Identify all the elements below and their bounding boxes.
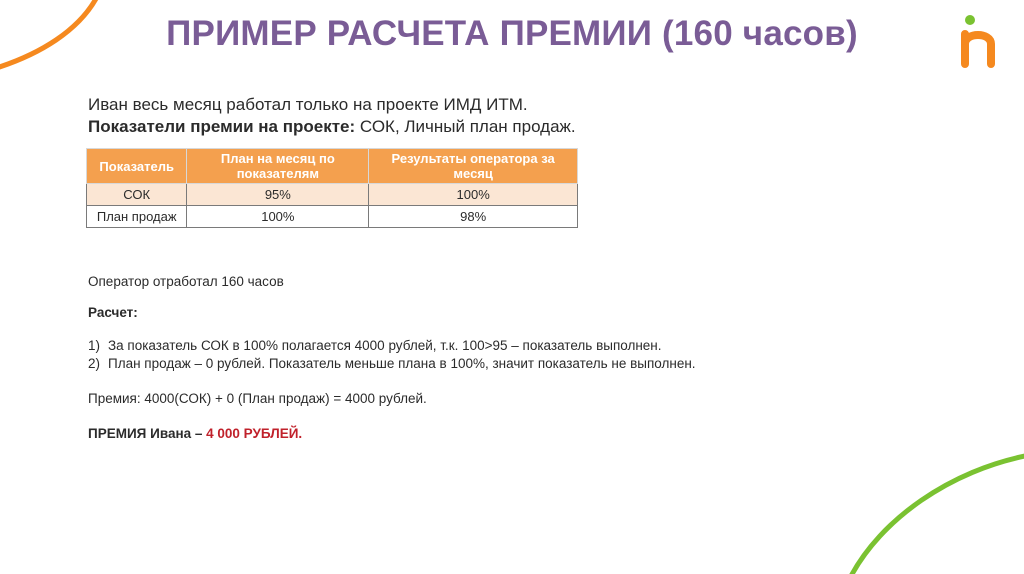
intro-text	[88, 94, 576, 138]
page-title: ПРИМЕР РАСЧЕТА ПРЕМИИ (160 часов)	[166, 14, 858, 53]
cell-result: 100%	[369, 184, 578, 206]
green-arc-decoration	[850, 455, 1024, 574]
calc-heading: Расчет:	[88, 305, 138, 320]
cell-plan: 100%	[187, 206, 369, 228]
formula-text: Премия: 4000(СОК) + 0 (План продаж) = 4000 рублей.	[88, 391, 427, 406]
cell-plan: 95%	[187, 184, 369, 206]
header-plan: План на месяц по показателям	[187, 149, 369, 184]
cell-result: 98%	[369, 206, 578, 228]
table-row	[87, 184, 578, 206]
kpi-table	[86, 148, 578, 228]
header-results: Результаты оператора за месяц	[369, 149, 578, 184]
result-value: 4 000 РУБЛЕЙ.	[206, 426, 303, 441]
cell-indicator: План продаж	[87, 206, 187, 228]
hours-text: Оператор отработал 160 часов	[88, 274, 284, 289]
intro-line-1: Иван весь месяц работал только на проекте ИМД ИТМ.	[88, 95, 528, 114]
result-label: ПРЕМИЯ Ивана –	[88, 426, 207, 441]
kpi-list: СОК, Личный план продаж.	[355, 117, 576, 136]
table-row	[87, 206, 578, 228]
cell-indicator: СОК	[87, 184, 187, 206]
kpi-label: Показатели премии на проекте:	[88, 117, 356, 136]
calc-list	[88, 337, 696, 373]
header-indicator: Показатель	[87, 149, 187, 184]
list-item: 2) План продаж – 0 рублей. Показатель меньше плана в 100%, значит показатель не выполнен.	[88, 356, 696, 371]
list-item: 1) За показатель СОК в 100% полагается 4000 рублей, т.к. 100>95 – показатель выполнен.	[88, 338, 662, 353]
intro-line-2	[88, 116, 576, 138]
result-text	[88, 425, 302, 443]
table-header-row	[87, 149, 578, 184]
